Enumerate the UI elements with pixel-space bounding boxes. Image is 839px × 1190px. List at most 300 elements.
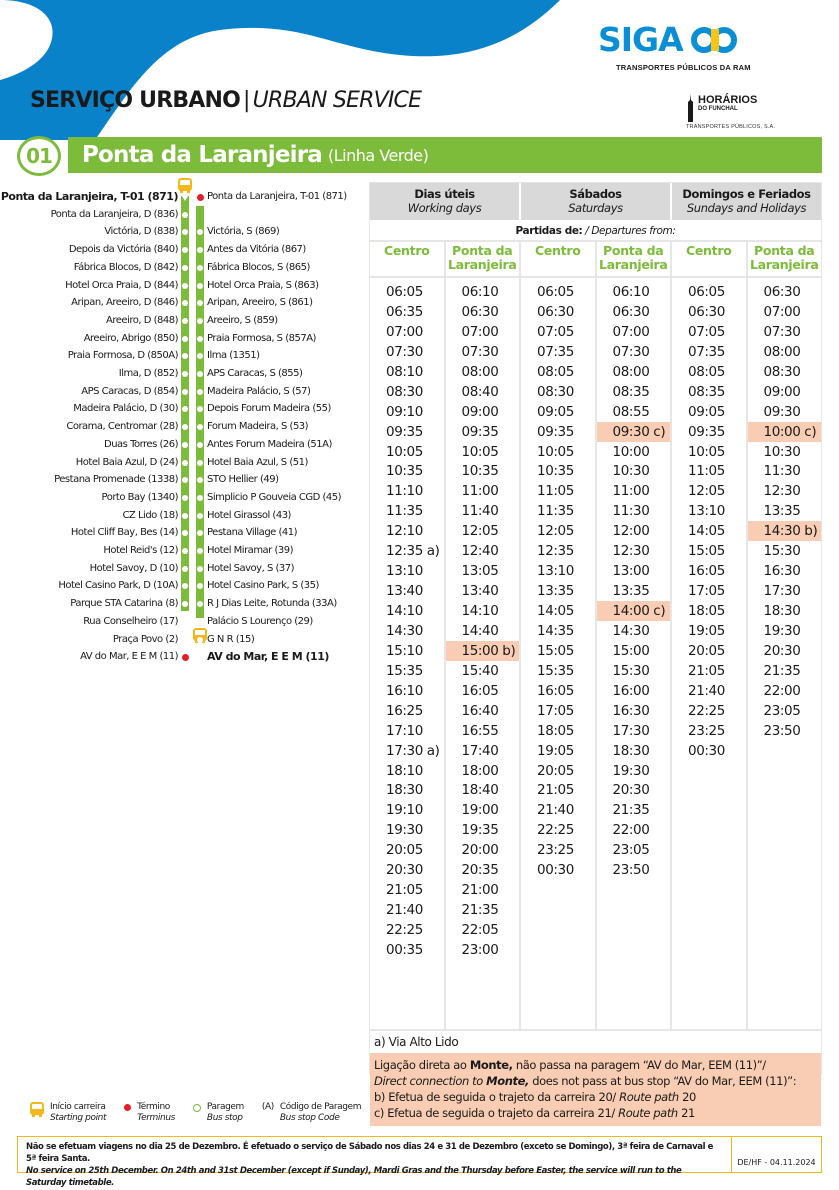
departure-time: 11:40: [461, 503, 499, 520]
note-text: Route path: [619, 1090, 679, 1104]
tower-icon: [686, 94, 695, 122]
departure-time: 21:40: [386, 902, 423, 919]
departure-time: 10:00 c): [748, 422, 822, 442]
departure-time: 16:05: [461, 682, 499, 699]
departure-time: 11:35: [537, 503, 574, 520]
note-text: b) Efetua de seguida o trajeto da carreira 20/: [374, 1090, 620, 1104]
inbound-stop: STO Hellier (49): [207, 474, 279, 486]
departure-time: 08:05: [537, 363, 574, 380]
group-saturdays: [521, 183, 672, 220]
inbound-stop: Hotel Casino Park, S (35): [207, 580, 319, 592]
departure-time: 20:35: [461, 862, 499, 879]
departure-time: 07:00: [386, 323, 423, 340]
inbound-stop: Madeira Palácio, S (57): [207, 385, 311, 397]
departure-time: 13:10: [688, 503, 725, 520]
departure-time: 16:55: [461, 722, 499, 739]
departure-time: 10:05: [461, 443, 499, 460]
departure-time: 11:30: [612, 503, 650, 520]
timetable-notes: [370, 1029, 821, 1126]
departure-time: 06:10: [461, 284, 499, 300]
departure-time: 20:30: [612, 782, 650, 799]
departure-time: 09:30: [763, 403, 801, 420]
departure-time: 09:05: [537, 403, 574, 420]
departure-time: 14:30: [612, 622, 650, 639]
inbound-stop: Aripan, Areeiro, S (861): [207, 297, 313, 309]
inbound-stop: Victória, S (869): [207, 226, 280, 238]
terminus-dot-icon: [124, 1104, 131, 1111]
line-subtitle: (Linha Verde): [328, 145, 429, 165]
line-number-badge: 01: [17, 136, 61, 176]
departure-time: 23:25: [688, 722, 725, 739]
departure-time: 06:05: [537, 284, 574, 300]
departure-time: 17:30: [612, 722, 650, 739]
departure-time: 15:30: [763, 543, 801, 560]
timetable-column: [446, 242, 522, 1029]
departure-time: 13:40: [386, 583, 423, 600]
inbound-stop: APS Caracas, S (855): [207, 368, 303, 379]
outbound-stop: AV do Mar, E E M (11): [80, 651, 178, 663]
stop-dot-icon: [182, 318, 188, 324]
departure-time: 09:35: [386, 423, 423, 440]
departure-time: 07:05: [688, 323, 725, 340]
column-header: [370, 242, 444, 278]
service-title: [30, 88, 421, 113]
column-header-line: Ponta da: [603, 243, 664, 258]
column-header-line: Laranjeira: [749, 257, 819, 272]
departure-time: 14:40: [461, 622, 499, 639]
departure-time: 09:10: [386, 403, 423, 420]
departure-time: 12:05: [461, 523, 499, 540]
departure-time: 17:10: [386, 722, 423, 739]
departure-time: 08:55: [612, 403, 650, 420]
departure-time: 23:05: [612, 842, 650, 859]
departure-time: 21:35: [461, 902, 499, 919]
departure-time: 06:30: [763, 284, 801, 300]
note-text: 21: [677, 1106, 695, 1120]
departure-time: 08:00: [612, 363, 650, 380]
departure-time: 10:00: [612, 443, 650, 460]
outbound-stop: Hotel Reid's (12): [103, 545, 178, 556]
operator-name: HORÁRIOS: [698, 94, 758, 106]
departure-time: 17:05: [537, 702, 574, 719]
outbound-stop: Pestana Promenade (1338): [54, 474, 178, 486]
stop-dot-icon: [182, 619, 188, 625]
departure-time: 07:00: [461, 323, 499, 340]
departure-time: 14:05: [537, 603, 574, 619]
column-header-line: Centro: [535, 243, 581, 258]
departure-time: 00:30: [688, 742, 725, 759]
departure-time: 09:35: [461, 423, 499, 440]
group-label-pt: Dias úteis: [414, 187, 475, 201]
departure-time: 17:30: [763, 583, 801, 600]
departure-time: 06:35: [386, 303, 423, 320]
departure-time: 23:50: [763, 722, 801, 739]
departure-time: 10:30: [763, 443, 801, 460]
legend-label-en: Terminus: [137, 1113, 175, 1123]
legend-label-en: Starting point: [50, 1113, 107, 1123]
outbound-stop: Praia Formosa, D (850A): [67, 350, 178, 362]
departure-time: 19:00: [461, 802, 499, 819]
inbound-stop: Hotel Orca Praia, S (863): [207, 279, 319, 291]
departure-time: 20:05: [537, 762, 574, 779]
departure-time: 18:10: [386, 762, 423, 779]
stop-dot-icon: [182, 566, 188, 572]
outbound-stop: Corama, Centromar (28): [66, 421, 178, 433]
route-diagram: [0, 178, 360, 664]
outbound-stop: Parque STA Catarina (8): [70, 598, 178, 610]
outbound-stop: Ponta da Laranjeira, T-01 (871): [0, 190, 178, 203]
column-header-line: Centro: [384, 243, 430, 258]
departure-time: 18:05: [688, 603, 725, 619]
departure-time: 10:05: [688, 443, 725, 460]
departure-time: 14:00 c): [597, 601, 671, 621]
departure-time: 11:10: [386, 483, 423, 500]
note-text: não passa na paragem “AV do Mar, EEM (11)”/: [512, 1058, 766, 1072]
bus-icon: [30, 1102, 44, 1118]
stop-dot-icon: [182, 442, 188, 448]
inbound-stop: Ilma (1351): [207, 350, 260, 362]
departures-en: / Departures from:: [585, 225, 676, 237]
timetable-column: [672, 242, 748, 1029]
departure-time: 07:00: [763, 303, 801, 320]
departure-time: 12:30: [763, 483, 801, 500]
departure-time: 22:00: [612, 822, 650, 839]
outbound-stop: Rua Conselheiro (17): [83, 615, 178, 627]
inbound-stop: Fábrica Blocos, S (865): [207, 261, 310, 273]
group-label-en: Working days: [407, 201, 482, 215]
bus-start-icon: [178, 178, 192, 194]
siga-tagline: TRANSPORTES PÚBLICOS DA RAM: [616, 63, 751, 72]
departure-time: 07:35: [537, 343, 574, 360]
inbound-stop: Antes Forum Madeira (51A): [207, 438, 332, 450]
column-header-line: Centro: [686, 243, 732, 258]
inbound-stop: AV do Mar, E E M (11): [207, 650, 329, 664]
legend-code: [262, 1102, 361, 1124]
group-label-en: Sundays and Holidays: [686, 201, 807, 215]
outbound-stop: Ilma, D (852): [118, 368, 178, 379]
siga-logo: [598, 20, 778, 72]
line-name-banner: [68, 137, 822, 173]
timetable-column: [748, 242, 822, 1029]
note-text: Direct connection to: [374, 1074, 487, 1088]
outbound-stop: Areeiro, Abrigo (850): [83, 332, 178, 344]
column-header-line: Ponta da: [452, 243, 513, 258]
outbound-stop: Duas Torres (26): [104, 438, 178, 450]
inbound-stop: Praia Formosa, S (857A): [207, 332, 316, 344]
departure-time: 06:30: [461, 303, 499, 320]
departure-time: 08:35: [688, 383, 725, 400]
departure-time: 07:30: [763, 323, 801, 340]
departure-time: 16:00: [612, 682, 650, 699]
note-text: Route path: [618, 1106, 678, 1120]
departure-time: 22:25: [386, 922, 423, 938]
stop-dot-icon: [197, 265, 203, 271]
departure-time: 23:05: [763, 702, 801, 719]
legend-terminus: [124, 1102, 175, 1124]
timetable-column: [370, 242, 446, 1029]
footer-text: [18, 1137, 731, 1188]
siga-wordmark: SIGA: [598, 20, 683, 59]
departure-time: 14:10: [461, 603, 499, 619]
departure-time: 16:05: [537, 682, 574, 699]
terminus-dot-icon: [197, 194, 204, 201]
departure-time: 11:05: [688, 463, 725, 480]
stop-dot-icon: [197, 318, 203, 324]
outbound-stop: Depois da Victória (840): [68, 244, 178, 256]
inbound-stop: Depois Forum Madeira (55): [207, 403, 331, 415]
departure-time: 13:10: [386, 563, 423, 580]
departure-time: 16:30: [612, 702, 650, 719]
column-header: [748, 242, 822, 278]
inbound-stop: R J Dias Leite, Rotunda (33A): [207, 598, 337, 610]
departure-time: 10:35: [461, 463, 499, 480]
departure-time: 12:35 a): [386, 543, 440, 560]
departure-time: 19:30: [612, 762, 650, 779]
departure-time: 21:40: [537, 802, 574, 819]
operator-sub: DO FUNCHAL: [698, 106, 738, 112]
departure-time: 06:05: [688, 284, 725, 300]
departure-time: 16:05: [688, 563, 725, 580]
departure-time: 19:10: [386, 802, 423, 819]
departure-time: 08:10: [386, 363, 423, 380]
departure-time: 19:30: [763, 622, 801, 639]
legend-label: Código de Paragem: [279, 1102, 362, 1112]
departure-time: 13:35: [537, 583, 574, 600]
departure-time: 21:35: [612, 802, 650, 819]
group-label-pt: Domingos e Feriados: [682, 187, 811, 201]
stop-dot-icon: [197, 460, 203, 466]
departure-time: 08:00: [763, 343, 801, 360]
operator-tagline: TRANSPORTES PÚBLICOS, S.A.: [686, 124, 776, 130]
departure-time: 14:35: [537, 622, 574, 639]
departure-time: 06:30: [688, 303, 725, 320]
departure-time: 06:30: [537, 303, 574, 320]
legend-stop: [193, 1102, 244, 1124]
departure-time: 00:30: [537, 862, 574, 879]
departure-time: 22:25: [537, 822, 574, 839]
departure-time: 16:30: [763, 563, 801, 580]
start-triangle-icon: [195, 653, 205, 661]
departure-time: 20:30: [763, 642, 801, 659]
departure-time: 08:05: [688, 363, 725, 380]
stop-dot-icon: [182, 637, 188, 643]
stop-dot-icon: [197, 548, 203, 554]
timetable-column: [521, 242, 597, 1029]
departure-time: 11:00: [612, 483, 650, 500]
departure-time: 20:00: [461, 842, 499, 859]
departure-time: 14:10: [386, 603, 423, 619]
column-header: [672, 242, 746, 278]
departure-time: 18:05: [537, 722, 574, 739]
outbound-stop: Hotel Orca Praia, D (844): [65, 279, 178, 291]
departure-time: 09:30 c): [597, 422, 671, 442]
stop-dot-icon: [182, 513, 188, 519]
departure-time: 10:05: [537, 443, 574, 460]
column-header-line: Ponta da: [754, 243, 815, 258]
departure-time: 18:30: [763, 603, 801, 619]
note-text-bold: Monte,: [469, 1058, 513, 1072]
group-working-days: [370, 183, 521, 220]
outbound-stop: CZ Lido (18): [122, 509, 178, 521]
outbound-stop: Porto Bay (1340): [101, 491, 178, 503]
stop-dot-icon: [197, 389, 203, 395]
inbound-stop: Hotel Girassol (43): [207, 509, 291, 521]
stop-dot-icon: [182, 548, 188, 554]
departure-time: 00:35: [386, 941, 423, 958]
departure-time: 12:05: [688, 483, 725, 500]
stop-dot-icon: [182, 460, 188, 466]
stop-dot-icon: [182, 336, 188, 342]
inbound-stop: Hotel Baia Azul, S (51): [207, 456, 308, 468]
stop-circle-icon: [193, 1104, 201, 1112]
departure-time: 13:35: [763, 503, 801, 520]
departure-time: 09:05: [688, 403, 725, 420]
departure-time: 10:35: [386, 463, 423, 480]
departure-time: 08:30: [537, 383, 574, 400]
departure-time: 19:30: [386, 822, 423, 839]
timetable-columns: [370, 242, 821, 1029]
departure-time: 17:05: [688, 583, 725, 600]
inbound-stop: Hotel Savoy, S (37): [207, 562, 295, 574]
departure-time: 11:35: [386, 503, 423, 520]
departure-time: 13:10: [537, 563, 574, 580]
departure-time: 15:40: [461, 662, 499, 679]
legend-label-en: Bus stop: [206, 1113, 243, 1123]
footer-notice: [17, 1136, 822, 1188]
note-a: a) Via Alto Lido: [374, 1035, 459, 1049]
departure-time: 06:10: [612, 284, 650, 300]
stop-dot-icon: [182, 495, 188, 501]
departure-time: 10:05: [386, 443, 423, 460]
inbound-stop: Forum Madeira, S (53): [207, 421, 309, 433]
departure-time: 16:25: [386, 702, 423, 719]
departure-time: 15:30: [612, 662, 650, 679]
stop-dot-icon: [182, 371, 188, 377]
column-header-line: Laranjeira: [447, 257, 517, 272]
departure-time: 07:00: [612, 323, 650, 340]
departure-time: 13:00: [612, 563, 650, 580]
inbound-stop: Simplicio P Gouveia CGD (45): [207, 491, 342, 503]
stop-dot-icon: [182, 265, 188, 271]
inbound-stop: Hotel Miramar (39): [207, 545, 293, 556]
departure-time: 16:40: [461, 702, 499, 719]
departure-time: 21:00: [461, 882, 499, 899]
outbound-stop: Hotel Casino Park, D (10A): [58, 580, 178, 592]
stop-dot-icon: [197, 283, 203, 289]
departure-time: 17:30 a): [386, 742, 440, 759]
departure-time: 21:05: [386, 882, 423, 899]
departure-time: 09:00: [763, 383, 801, 400]
column-header: [597, 242, 671, 278]
inbound-stop: Pestana Village (41): [207, 527, 298, 539]
inbound-stop: G N R (15): [207, 633, 255, 645]
outbound-stop: Victória, D (838): [104, 226, 178, 238]
departure-time: 20:05: [688, 642, 725, 659]
departure-time: 12:05: [537, 523, 574, 540]
outbound-stop: Ponta da Laranjeira, D (836): [50, 208, 178, 220]
departure-time: 12:40: [461, 543, 499, 560]
inbound-stop: Areeiro, S (859): [207, 314, 278, 326]
note-text-bold: Monte,: [486, 1074, 529, 1088]
footer-text-en: No service on 25th December. On 24th and 31st December (except if Sunday), Mardi Gras and the Thursday before Easter, the service will run to the Saturday timetable.: [26, 1166, 682, 1188]
departure-time: 22:05: [461, 922, 499, 938]
stop-dot-icon: [182, 389, 188, 395]
departure-time: 18:30: [386, 782, 423, 799]
stop-dot-icon: [197, 495, 203, 501]
departure-time: 23:00: [461, 941, 499, 958]
departure-time: 08:00: [461, 363, 499, 380]
departure-time: 21:05: [688, 662, 725, 679]
line-name: Ponta da Laranjeira: [82, 142, 322, 168]
note-c: [374, 1105, 817, 1121]
stop-dot-icon: [197, 442, 203, 448]
departure-time: 12:35: [537, 543, 574, 560]
departure-time: 14:30 b): [748, 521, 822, 541]
departure-time: 10:35: [537, 463, 574, 480]
inbound-stop: Ponta da Laranjeira, T-01 (871): [207, 191, 347, 202]
departure-time: 22:00: [763, 682, 801, 699]
departure-time: 15:35: [386, 662, 423, 679]
departure-time: 13:40: [461, 583, 499, 600]
stop-dot-icon: [197, 637, 203, 643]
departure-time: 18:40: [461, 782, 499, 799]
departure-time: 18:30: [612, 742, 650, 759]
legend-label: Paragem: [206, 1102, 244, 1112]
note-text: does not pass at bus stop “AV do Mar, EEM (11)”:: [528, 1074, 797, 1088]
departure-time: 07:05: [537, 323, 574, 340]
outbound-stop: Hotel Cliff Bay, Bes (14): [70, 527, 178, 539]
note-text: 20: [678, 1090, 696, 1104]
stop-dot-icon: [197, 619, 203, 625]
departure-time: 13:05: [461, 563, 499, 580]
departure-time: 12:00: [612, 523, 650, 540]
stop-dot-icon: [182, 283, 188, 289]
legend-label: Término: [137, 1102, 170, 1112]
outbound-stop: Hotel Savoy, D (10): [89, 562, 178, 574]
title-separator: |: [243, 88, 250, 113]
legend-start: [30, 1102, 106, 1124]
stop-dot-icon: [182, 212, 188, 218]
departure-time: 13:35: [612, 583, 650, 600]
outbound-stop: Hotel Baia Azul, D (24): [75, 456, 178, 468]
departure-time: 07:35: [688, 343, 725, 360]
departure-time: 12:10: [386, 523, 423, 540]
stop-dot-icon: [197, 513, 203, 519]
departure-time: 15:00 b): [446, 641, 520, 661]
timetable: [369, 182, 822, 1120]
note-text: Ligação direta ao: [374, 1058, 470, 1072]
departure-time: 14:30: [386, 622, 423, 639]
outbound-stop: Fábrica Blocos, D (842): [73, 261, 178, 273]
group-label-pt: Sábados: [569, 187, 622, 201]
footer-text-pt: Não se efetuam viagens no dia 25 de Dezembro. É efetuado o serviço de Sábado nos dias 24 e 31 de Dezembro (exceto se Domingo), 3ª feira de Carnaval e 5ª feira Santa.: [26, 1142, 714, 1164]
note-text: c) Efetua de seguida o trajeto da carreira 21/: [374, 1106, 619, 1120]
departure-time: 15:10: [386, 642, 423, 659]
stop-dot-icon: [197, 566, 203, 572]
departure-time: 09:35: [688, 423, 725, 440]
note-b: [374, 1089, 817, 1105]
note-monte: [370, 1053, 821, 1126]
departure-time: 19:05: [688, 622, 725, 639]
departure-time: 21:40: [688, 682, 725, 699]
departure-time: 09:35: [537, 423, 574, 440]
terminus-dot-icon: [182, 654, 189, 661]
departure-time: 14:05: [688, 523, 725, 540]
departure-time: 20:30: [386, 862, 423, 879]
outbound-stop: Aripan, Areeiro, D (846): [71, 297, 178, 309]
departure-time: 12:30: [612, 543, 650, 560]
group-label-en: Saturdays: [568, 201, 623, 215]
